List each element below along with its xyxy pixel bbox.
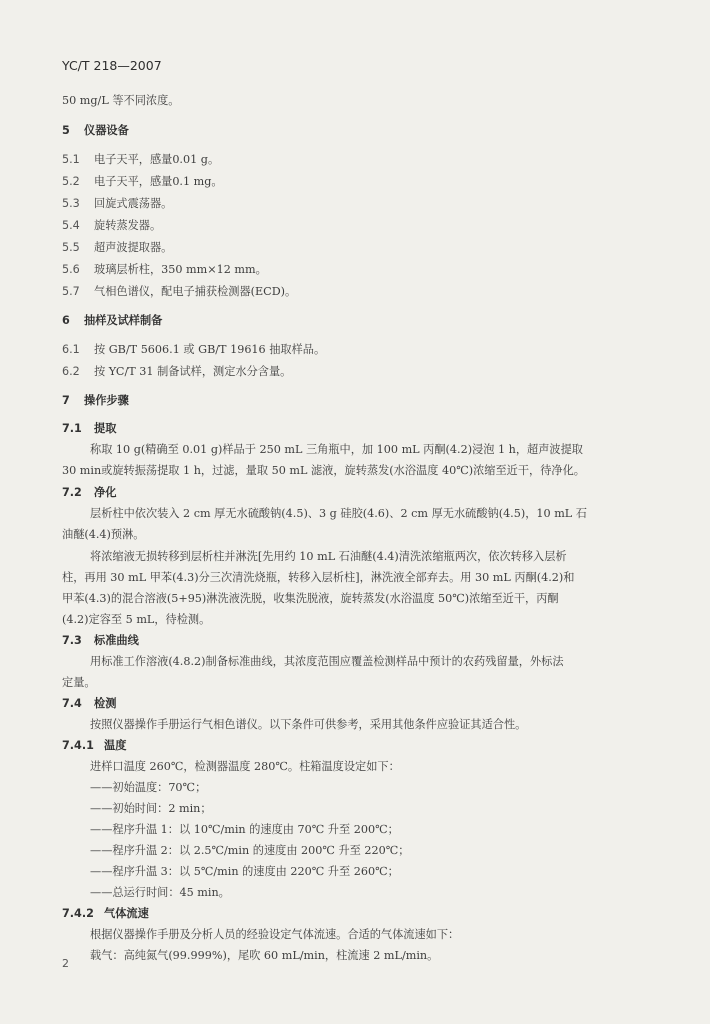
paragraph-line: 30 min或旋转振荡提取 1 h，过滤，量取 50 mL 滤液，旋转蒸发(水浴温度 40℃)浓缩至近干，待净化。 xyxy=(62,464,585,477)
paragraph-line: 用标准工作溶液(4.8.2)制备标准曲线，其浓度范围应覆盖检测样品中预计的农药残留量，外标法 xyxy=(90,655,564,668)
subsection-title: 温度 xyxy=(104,739,127,752)
subsection-number: 7.4.1 xyxy=(62,739,94,752)
clause-line xyxy=(62,175,223,189)
section-title: 操作步骤 xyxy=(84,394,129,407)
page-number: 2 xyxy=(62,957,69,970)
section-heading xyxy=(62,394,129,408)
clause-number: 5.5 xyxy=(62,241,80,254)
list-item: ——程序升温 1：以 10℃/min 的速度由 70℃ 升至 200℃； xyxy=(90,823,399,836)
clause-number: 6.1 xyxy=(62,343,80,356)
list-item: ——程序升温 2：以 2.5℃/min 的速度由 200℃ 升至 220℃； xyxy=(90,844,410,857)
text-line xyxy=(62,94,179,108)
clause-text: 旋转蒸发器。 xyxy=(94,219,162,232)
line-text: 50 mg/L 等不同浓度。 xyxy=(62,94,180,107)
clause-line xyxy=(62,365,291,379)
clause-line xyxy=(62,241,172,255)
clause-line xyxy=(62,263,267,277)
section-heading xyxy=(62,314,162,328)
paragraph-line: 甲苯(4.3)的混合溶液(5+95)淋洗液洗脱，收集洗脱液，旋转蒸发(水浴温度 50℃)浓缩至近干，丙酮 xyxy=(62,592,559,605)
paragraph-line: 油醚(4.4)预淋。 xyxy=(62,528,145,541)
clause-text: 按 GB/T 5606.1 或 GB/T 19616 抽取样品。 xyxy=(94,343,326,356)
clause-text: 气相色谱仪，配电子捕获检测器(ECD)。 xyxy=(94,285,297,298)
clause-number: 5.7 xyxy=(62,285,80,298)
subsection-number: 7.2 xyxy=(62,486,82,499)
clause-number: 6.2 xyxy=(62,365,80,378)
paragraph-line: 柱，再用 30 mL 甲苯(4.3)分三次清洗烧瓶，转移入层析柱]，淋洗液全部弃去。用 30 mL 丙酮(4.2)和 xyxy=(62,571,575,584)
paragraph-line: 将浓缩液无损转移到层析柱并淋洗[先用约 10 mL 石油醚(4.4)清洗浓缩瓶两次，依次转移入层析 xyxy=(90,550,567,563)
subsection-heading xyxy=(62,739,126,753)
paragraph-line: 层析柱中依次装入 2 cm 厚无水硫酸钠(4.5)、3 g 硅胶(4.6)、2 cm 厚无水硫酸钠(4.5)，10 mL 石 xyxy=(90,507,587,520)
page-header: YC/T 218—2007 xyxy=(62,58,162,73)
paragraph-line: 称取 10 g(精确至 0.01 g)样品于 250 mL 三角瓶中，加 100 mL 丙酮(4.2)浸泡 1 h，超声波提取 xyxy=(90,443,583,456)
clause-text: 玻璃层析柱，350 mm×12 mm。 xyxy=(94,263,267,276)
section-number: 5 xyxy=(62,124,70,137)
clause-line xyxy=(62,285,296,299)
clause-number: 5.2 xyxy=(62,175,80,188)
subsection-heading xyxy=(62,634,139,648)
paragraph-line: 定量。 xyxy=(62,676,96,689)
paragraph-line: 根据仪器操作手册及分析人员的经验设定气体流速。合适的气体流速如下： xyxy=(90,928,460,941)
clause-text: 按 YC/T 31 制备试样，测定水分含量。 xyxy=(94,365,292,378)
subsection-number: 7.4.2 xyxy=(62,907,94,920)
subsection-title: 检测 xyxy=(94,697,117,710)
paragraph-line: 进样口温度 260℃，检测器温度 280℃。柱箱温度设定如下： xyxy=(90,760,400,773)
paragraph-line: (4.2)定容至 5 mL，待检测。 xyxy=(62,613,211,626)
section-title: 仪器设备 xyxy=(84,124,129,137)
clause-text: 电子天平，感量0.1 mg。 xyxy=(94,175,223,188)
clause-line xyxy=(62,219,161,233)
section-title: 抽样及试样制备 xyxy=(84,314,163,327)
clause-number: 5.1 xyxy=(62,153,80,166)
subsection-heading xyxy=(62,697,116,711)
subsection-title: 标准曲线 xyxy=(94,634,139,647)
subsection-number: 7.3 xyxy=(62,634,82,647)
list-item: ——初始时间：2 min； xyxy=(90,802,212,815)
clause-number: 5.4 xyxy=(62,219,80,232)
clause-text: 回旋式震荡器。 xyxy=(94,197,173,210)
list-item: ——初始温度：70℃； xyxy=(90,781,207,794)
subsection-heading xyxy=(62,907,149,921)
subsection-title: 气体流速 xyxy=(104,907,149,920)
subsection-title: 提取 xyxy=(94,422,117,435)
section-number: 7 xyxy=(62,394,70,407)
section-number: 6 xyxy=(62,314,70,327)
subsection-heading xyxy=(62,422,116,436)
clause-number: 5.6 xyxy=(62,263,80,276)
clause-text: 电子天平，感量0.01 g。 xyxy=(94,153,220,166)
subsection-title: 净化 xyxy=(94,486,117,499)
clause-line xyxy=(62,153,219,167)
list-item: ——程序升温 3：以 5℃/min 的速度由 220℃ 升至 260℃； xyxy=(90,865,399,878)
subsection-heading xyxy=(62,486,116,500)
subsection-number: 7.4 xyxy=(62,697,82,710)
clause-text: 超声波提取器。 xyxy=(94,241,173,254)
paragraph-line: 载气：高纯氮气(99.999%)，尾吹 60 mL/min，柱流速 2 mL/min。 xyxy=(90,949,439,962)
subsection-number: 7.1 xyxy=(62,422,82,435)
clause-number: 5.3 xyxy=(62,197,80,210)
section-heading xyxy=(62,124,129,138)
clause-line xyxy=(62,197,172,211)
paragraph-line: 按照仪器操作手册运行气相色谱仪。以下条件可供参考，采用其他条件应验证其适合性。 xyxy=(90,718,527,731)
clause-line xyxy=(62,343,325,357)
list-item: ——总运行时间：45 min。 xyxy=(90,886,230,899)
